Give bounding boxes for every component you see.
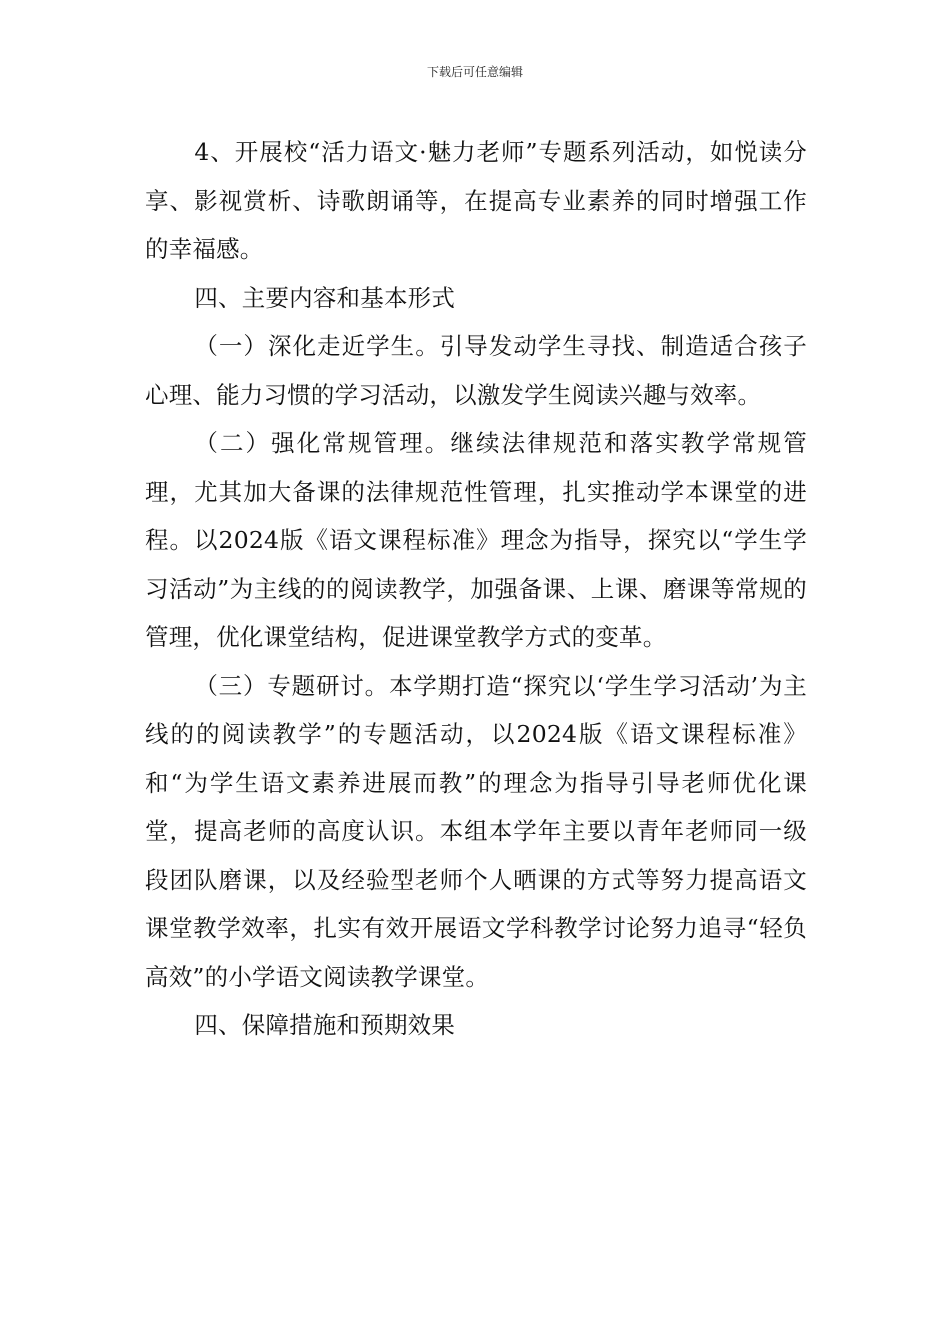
paragraph-item-1: （一）深化走近学生。引导发动学生寻找、制造适合孩子心理、能力习惯的学习活动，以激发学生阅读兴趣与效率。	[145, 332, 807, 409]
paragraph-activity-4: 4、开展校“活力语文·魅力老师”专题系列活动，如悦读分享、影视赏析、诗歌朗诵等，在提高专业素养的同时增强工作的幸福感。	[145, 138, 807, 263]
page-header: 下载后可任意编辑	[426, 65, 523, 79]
document-body	[145, 128, 807, 1050]
paragraph-item-3: （三）专题研讨。本学期打造“探究以‘学生学习活动’为主线的的阅读教学”的专题活动，以2024版《语文课程标准》和“为学生语文素养进展而教”的理念为指导引导老师优化课堂，提高老师的高度认识。本组本学年主要以青年老师同一级段团队磨课，以及经验型老师个人晒课的方式等努力提高语文课堂教学效率，扎实有效开展语文学科教学讨论努力追寻“轻负高效”的小学语文阅读教学课堂。	[145, 671, 807, 991]
paragraph-item-2: （二）强化常规管理。继续法律规范和落实教学常规管理，尤其加大备课的法律规范性管理，扎实推动学本课堂的进程。以2024版《语文课程标准》理念为指导，探究以“学生学习活动”为主线的的阅读教学，加强备课、上课、磨课等常规的管理，优化课堂结构，促进课堂教学方式的变革。	[145, 429, 807, 651]
section-heading-measures: 四、保障措施和预期效果	[194, 1011, 456, 1039]
section-heading-main-content: 四、主要内容和基本形式	[194, 283, 456, 312]
